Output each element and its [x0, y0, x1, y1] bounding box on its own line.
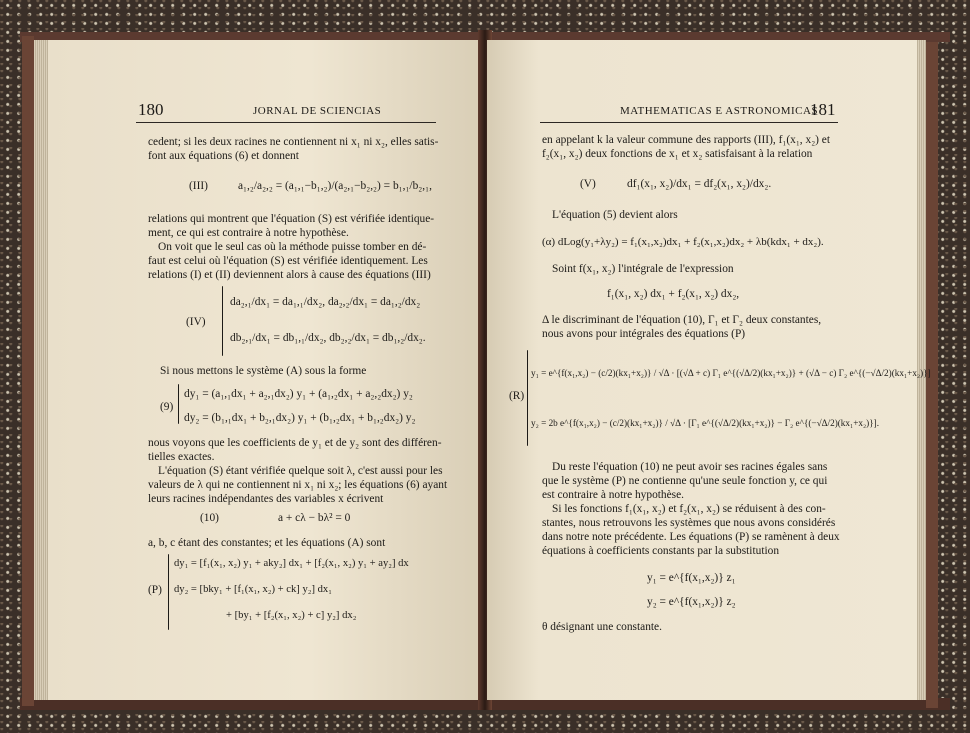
left-brace: [178, 384, 179, 424]
text-line: On voit que le seul cas où la méthode puisse tomber en dé-: [158, 241, 427, 253]
text-line: relations (I) et (II) deviennent alors à cause des équations (III): [148, 269, 431, 281]
page-number: 180: [138, 100, 164, 119]
left-brace: [527, 350, 528, 446]
running-head: MATHEMATICAS E ASTRONOMICAS: [620, 105, 819, 117]
text-line: f₂(x₁, x₂) deux fonctions de x₁ et x₂ satisfaisant à la relation: [542, 148, 813, 160]
text-line: Du reste l'équation (10) ne peut avoir ses racines égales sans: [552, 461, 828, 473]
equation-IV-row: db₂,₁/dx₁ = db₁,₁/dx₂, db₂,₂/dx₁ = db₁,₂/dx₂.: [230, 332, 426, 344]
equation-10: a + cλ − bλ² = 0: [278, 512, 351, 524]
left-page: [48, 40, 484, 700]
right-page: [487, 40, 931, 700]
equation-label: (10): [200, 512, 219, 524]
equation-label: (III): [189, 180, 208, 192]
equation-label: (9): [160, 401, 174, 413]
equation-P-row: dy₁ = [f₁(x₁, x₂) y₁ + aky₂] dx₁ + [f₂(x₁, x₂) y₁ + ay₂] dx: [174, 558, 409, 569]
text-line: L'équation (S) étant vérifiée quelque soit λ, c'est aussi pour les: [158, 465, 443, 477]
book-edge-left: [22, 36, 34, 706]
running-head: JORNAL DE SCIENCIAS: [253, 105, 382, 117]
expression: f₁(x₁, x₂) dx₁ + f₂(x₁, x₂) dx₂,: [607, 288, 740, 300]
text-line: Si les fonctions f₁(x₁, x₂) et f₂(x₁, x₂) se réduisent à des con-: [552, 503, 826, 515]
text-line: que le système (P) ne contienne qu'une seule fonction y, ce qui: [542, 475, 828, 487]
text-line: L'équation (5) devient alors: [552, 209, 678, 221]
header-rule: [136, 122, 436, 123]
text-line: ment, ce qui est contraire à notre hypothèse.: [148, 227, 349, 239]
substitution-row: y₁ = e^{f(x₁,x₂)} z₁: [647, 572, 736, 584]
text-line: équations à coefficients constants par la substitution: [542, 545, 780, 557]
text-line: est contraire à notre hypothèse.: [542, 489, 685, 501]
text-line: leurs racines indépendantes des variables x écrivent: [148, 493, 384, 505]
equation-label: (V): [580, 178, 596, 190]
equation-III: a₁,₂/a₂,₂ = (a₁,₁−b₁,₂)/(a₂,₁−b₂,₂) = b₁,₁/b₂,₁,: [238, 180, 432, 192]
text-line: Δ le discriminant de l'équation (10), Γ₁ et Γ₂ deux constantes,: [542, 314, 822, 326]
equation-label: (R): [509, 390, 525, 402]
text-line: Si nous mettons le système (A) sous la forme: [160, 365, 367, 377]
text-line: Soint f(x₁, x₂) l'intégrale de l'expression: [552, 263, 734, 275]
text-line: faut est celui où l'équation (S) est vérifiée identiquement. Les: [148, 255, 428, 267]
text-line: relations qui montrent que l'équation (S) est vérifiée identique-: [148, 213, 435, 225]
equation-P-row: dy₂ = [bky₁ + [f₁(x₁, x₂) + ck] y₂] dx₁: [174, 584, 332, 595]
text-line: nous avons pour intégrales des équations (P): [542, 328, 746, 340]
text-line: θ désignant une constante.: [542, 621, 662, 633]
equation-label: (IV): [186, 316, 206, 328]
equation-IV-row: da₂,₁/dx₁ = da₁,₁/dx₂, da₂,₂/dx₁ = da₁,₂/dx₂: [230, 296, 421, 308]
equation-label: (P): [148, 584, 162, 596]
header-rule: [540, 122, 838, 123]
equation-P-row: + [by₁ + [f₂(x₁, x₂) + c] y₂] dx₂: [226, 610, 357, 621]
text-line: valeurs de λ qui ne contiennent ni x₁ ni x₂; les équations (6) ayant: [148, 479, 448, 491]
equation-9-row: dy₁ = (a₁,₁dx₁ + a₂,₁dx₂) y₁ + (a₁,₂dx₁ + a₂,₂dx₂) y₂: [184, 388, 413, 400]
text-line: nous voyons que les coefficients de y₁ et de y₂ sont des différen-: [148, 437, 442, 449]
text-line: dans notre note précédente. Les équations (P) se ramènent à deux: [542, 531, 840, 543]
text-line: font aux équations (6) et donnent: [148, 150, 299, 162]
page-stack-left: [34, 40, 48, 700]
substitution-row: y₂ = e^{f(x₁,x₂)} z₂: [647, 596, 736, 608]
page-number: 181: [810, 100, 836, 119]
left-brace: [222, 286, 223, 356]
equation-alpha: (α) dLog(y₁+λy₂) = f₁(x₁,x₂)dx₁ + f₂(x₁,x₂)dx₂ + λb(kdx₁ + dx₂).: [542, 236, 824, 248]
equation-R-row: y₂ = 2b e^{f(x₁,x₂) − (c/2)(kx₁+x₂)} / √Δ · [Γ₁ e^{(√Δ/2)(kx₁+x₂)} − Γ₂ e^{(−√Δ/2)(kx₁+x₂)}].: [531, 418, 880, 428]
text-line: stantes, nous retrouvons les systèmes que nous avons considérés: [542, 517, 836, 529]
text-line: cedent; si les deux racines ne contiennent ni x₁ ni x₂, elles satis-: [148, 136, 439, 148]
text-line: a, b, c étant des constantes; et les équations (A) sont: [148, 537, 386, 549]
left-brace: [168, 554, 169, 630]
equation-V: df₁(x₁, x₂)/dx₁ = df₂(x₁, x₂)/dx₂.: [627, 178, 772, 190]
text-line: en appelant k la valeur commune des rapports (III), f₁(x₁, x₂) et: [542, 134, 831, 146]
text-line: tielles exactes.: [148, 451, 215, 463]
equation-9-row: dy₂ = (b₁,₁dx₁ + b₂,₁dx₂) y₁ + (b₁,₂dx₁ + b₁,₂dx₂) y₂: [184, 412, 416, 424]
equation-R-row: y₁ = e^{f(x₁,x₂) − (c/2)(kx₁+x₂)} / √Δ · [(√Δ + c) Γ₁ e^{(√Δ/2)(kx₁+x₂)} + (√Δ − c) Γ₂ e^{(−√Δ/2)(kx₁+x₂)}]: [531, 368, 931, 378]
